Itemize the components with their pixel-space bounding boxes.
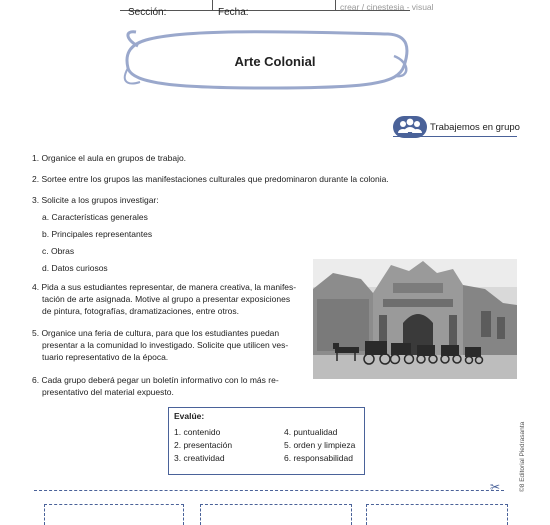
criterion-item: 2. presentación <box>174 440 233 450</box>
instruction-5 <box>32 327 288 363</box>
instruction-5-line: 5. Organice una feria de cultura, para que los estudiantes puedan <box>32 328 280 338</box>
criterion-item: 3. creatividad <box>174 453 225 463</box>
date-label: Fecha: <box>218 7 249 18</box>
group-icon <box>393 116 427 138</box>
instruction-1: 1. Organice el aula en grupos de trabajo. <box>32 153 187 163</box>
criterion-item: 4. puntualidad <box>284 427 338 437</box>
instruction-3: 3. Solicite a los grupos investigar: <box>32 195 159 205</box>
scissors-icon: ✂ <box>490 480 501 494</box>
instruction-4-line: tación de arte asignada. Motive al grupo a presentar exposiciones <box>42 294 291 304</box>
instruction-6-line: presentativo del material expuesto. <box>42 387 174 397</box>
instruction-3d: d. Datos curiosos <box>42 263 108 273</box>
evaluation-box <box>168 407 365 475</box>
criterion-item: 1. contenido <box>174 427 221 437</box>
instruction-5-line: tuario representativo de la época. <box>42 352 169 362</box>
evaluation-title: Evalúe: <box>174 411 205 421</box>
instruction-3a: a. Características generales <box>42 212 148 222</box>
instruction-6 <box>32 374 279 398</box>
instruction-4 <box>32 281 296 317</box>
form-divider <box>212 0 213 11</box>
instruction-4-line: de pintura, fotografías, dramatizaciones, entre otros. <box>42 306 240 316</box>
activity-hint: crear / cinestesia - visual <box>340 2 434 12</box>
instruction-3c: c. Obras <box>42 246 75 256</box>
instruction-6-line: 6. Cada grupo deberá pegar un boletín informativo con lo más re- <box>32 375 279 385</box>
colonial-church-photo <box>313 259 517 379</box>
instruction-3b: b. Principales representantes <box>42 229 153 239</box>
form-divider <box>335 0 336 11</box>
group-work-label: Trabajemos en grupo <box>430 122 520 133</box>
cutout-card <box>200 504 352 525</box>
page-title: Arte Colonial <box>234 54 316 69</box>
cutout-card <box>44 504 184 525</box>
publisher-credit: ©8 Editorial Piedrasanta <box>519 421 526 492</box>
cutout-card <box>366 504 508 525</box>
criterion-item: 5. orden y limpieza <box>284 440 356 450</box>
criterion-item: 6. responsabilidad <box>284 453 353 463</box>
instruction-2: 2. Sortee entre los grupos las manifestaciones culturales que predominaron durante la colonia. <box>32 174 389 184</box>
instruction-4-line: 4. Pida a sus estudiantes representar, de manera creativa, la manifes- <box>32 282 297 292</box>
cut-line <box>34 490 504 491</box>
instruction-5-line: presentar a la comunidad lo investigado. Solicite que utilicen ves- <box>42 340 289 350</box>
badge-underline <box>393 136 517 137</box>
section-label: Sección: <box>128 7 167 18</box>
